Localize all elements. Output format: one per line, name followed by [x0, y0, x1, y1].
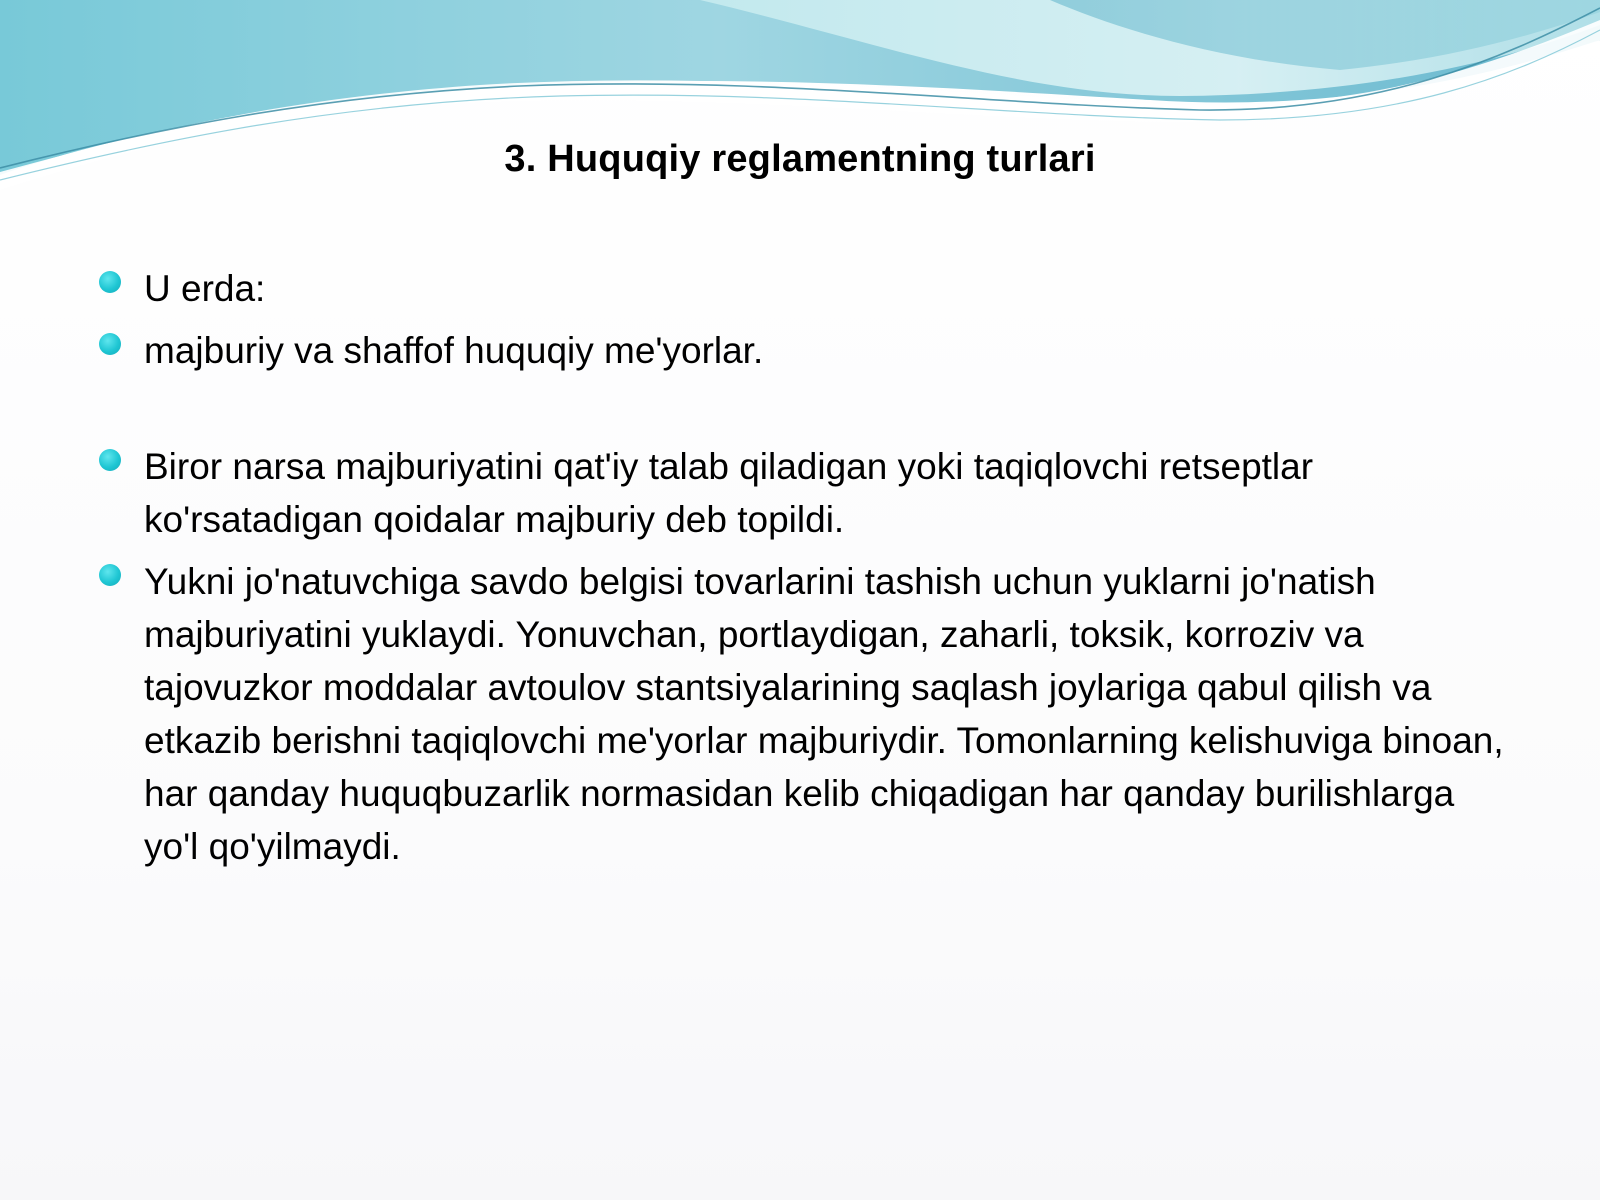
bullet-list [96, 262, 1516, 882]
bullet-text: Yukni jo'natuvchiga savdo belgisi tovarlarini tashish uchun yuklarni jo'natish majburiyatini yuklaydi. Yonuvchan, portlaydigan, zaharli, toksik, korroziv va tajovuzkor moddalar avtoulov stantsiyalarining saqlash joylariga qabul qilish va etkazib berishni taqiqlovchi me'yorlar majburiydir. Tomonlarning kelishuviga binoan, har qanday huquqbuzarlik normasidan kelib chiqadigan har qanday burilishlarga yo'l qo'yilmaydi. [144, 561, 1504, 867]
bullet-item [96, 324, 1516, 377]
bullet-item [96, 555, 1516, 873]
bullet-dot-icon [99, 449, 121, 471]
bullet-dot-icon [99, 271, 121, 293]
bullet-item [96, 262, 1516, 315]
bullet-item [96, 440, 1516, 546]
bullet-text: U erda: [144, 268, 266, 309]
bullet-dot-icon [99, 564, 121, 586]
bullet-text: Biror narsa majburiyatini qat'iy talab qiladigan yoki taqiqlovchi retseptlar ko'rsatadigan qoidalar majburiy deb topildi. [144, 446, 1314, 540]
slide-title: 3. Huquqiy reglamentning turlari [504, 138, 1096, 180]
bullet-dot-icon [99, 333, 121, 355]
bullet-text: majburiy va shaffof huquqiy me'yorlar. [144, 330, 764, 371]
